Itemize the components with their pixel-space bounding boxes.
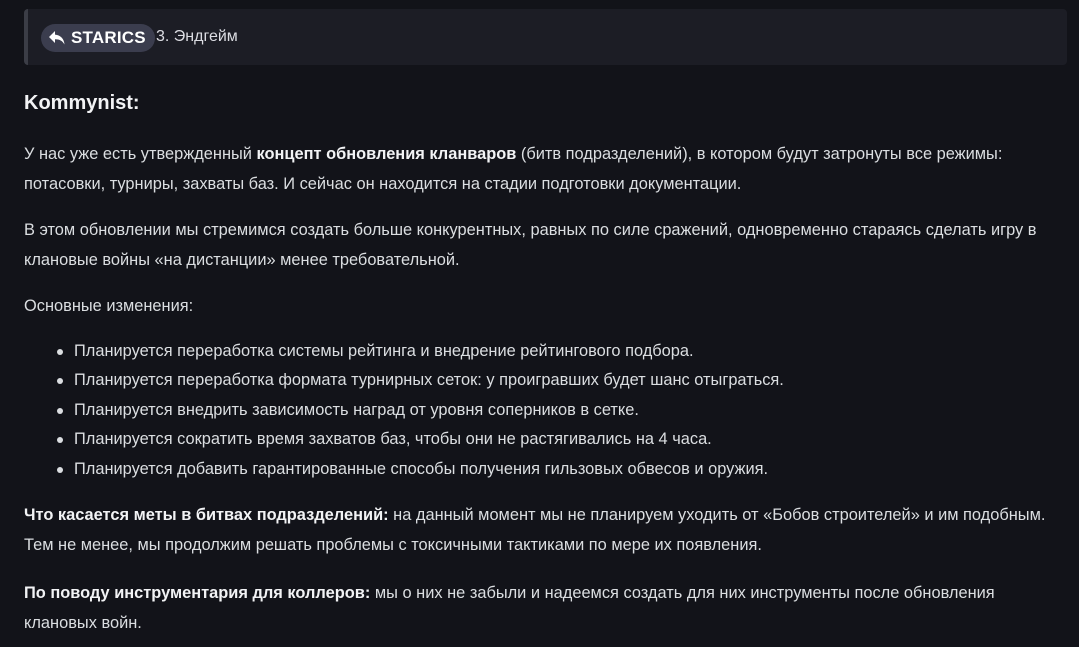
paragraph-text: У нас уже есть утвержденный — [24, 145, 257, 163]
paragraph-callers — [24, 578, 1069, 638]
paragraph-goal: В этом обновлении мы стремимся создать больше конкурентных, равных по силе сражений, одновременно стараясь сделать игру в клановые войны «на дистанции» менее требовательной. — [24, 221, 1037, 269]
paragraph-concept — [24, 139, 1069, 199]
paragraph-changes-heading: Основные изменения: — [24, 297, 194, 315]
list-item: Планируется внедрить зависимость наград от уровня соперников в сетке. — [74, 396, 1069, 425]
list-item: Планируется переработка формата турнирных сеток: у проигравших будет шанс отыграться. — [74, 366, 1069, 395]
quote-block — [24, 9, 1067, 65]
bold-text: концепт обновления кланваров — [256, 145, 517, 163]
list-item: Планируется переработка системы рейтинга и внедрение рейтингового подбора. — [74, 337, 1069, 366]
paragraph-text: мы о них не забыли и надеемся создать для них инструменты после обновления клановых войн. — [24, 584, 995, 633]
message-content — [24, 139, 1069, 638]
bold-text: Что касается меты в битвах подразделений: — [24, 506, 389, 525]
bold-text: По поводу инструментария для коллеров: — [24, 584, 371, 603]
list-item: Планируется сократить время захватов баз, чтобы они не растягивались на 4 часа. — [74, 425, 1069, 454]
list-item: Планируется добавить гарантированные способы получения гильзовых обвесов и оружия. — [74, 455, 1069, 484]
paragraph-text: (битв подразделений), в котором будут затронуты все режимы: потасовки, турниры, захваты баз. И сейчас он находится на стадии подготовки документации. — [24, 145, 1003, 193]
badge-label: STARICS — [71, 28, 146, 47]
changes-list — [24, 337, 1069, 484]
paragraph-meta — [24, 500, 1069, 560]
reply-arrow-icon — [48, 30, 66, 46]
jump-to-message-button[interactable] — [41, 24, 155, 52]
paragraph-text: на данный момент мы не планируем уходить от «Бобов строителей» и им подобным. Тем не менее, мы продолжим решать проблемы с токсичными тактиками по мере их появления. — [24, 506, 1046, 555]
quote-title: 3. Эндгейм — [156, 28, 238, 45]
author-name: Kommynist: — [24, 92, 140, 114]
